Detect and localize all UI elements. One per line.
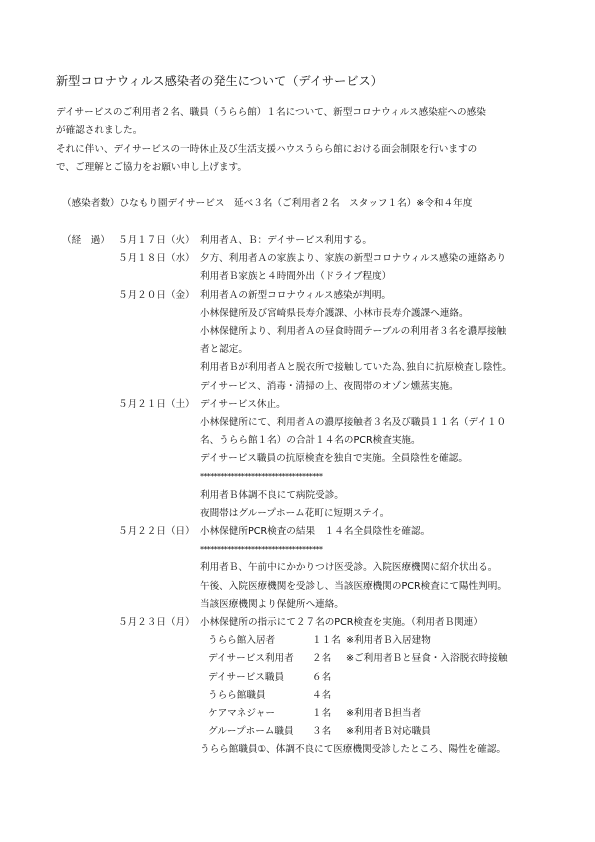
timeline-date: ５月２３日（月） — [118, 616, 195, 628]
timeline-text: 小林保健所及び宮崎県長寿介護課、小林市長寿介護課へ連絡。 — [200, 307, 469, 319]
timeline-text: 名、うらら館１名）の合計１４名のPCR検査実施。 — [200, 435, 421, 447]
timeline-line — [0, 287, 595, 305]
pcr-group: ケアマネジャー — [208, 707, 275, 719]
pcr-note: ※ご利用者Ｂと昼食・入浴脱衣時接触 — [346, 653, 508, 665]
pcr-count: ３名 — [312, 726, 332, 738]
timeline-text: デイサービス、消毒・清掃の上、夜間帯のオゾン燻蒸実施。 — [200, 380, 459, 392]
pcr-breakdown-row — [0, 632, 595, 650]
timeline-line — [0, 268, 595, 286]
document-title: 新型コロナウィルス感染者の発生について（デイサービス） — [56, 74, 383, 88]
intro-line: デイサービスのご利用者２名、職員（うらら館）１名について、新型コロナウィルス感染症への感染 — [56, 107, 486, 118]
timeline — [0, 232, 595, 759]
timeline-text: 利用者Ｂ体調不良にて病院受診。 — [200, 489, 344, 501]
timeline-text: 小林保健所にて、利用者Ａの濃厚接触者３名及び職員１１名（デイ１０ — [200, 416, 507, 428]
timeline-text: 当該医療機関より保健所へ連絡。 — [200, 598, 344, 610]
timeline-date: ５月２１日（土） — [118, 398, 195, 410]
timeline-line — [0, 414, 595, 432]
timeline-line — [0, 341, 595, 359]
timeline-text: 小林保健所より、利用者Ａの昼食時間テーブルの利用者３名を濃厚接触 — [200, 325, 507, 337]
timeline-text: 小林保健所の指示にて２７名のPCR検査を実施。（利用者Ｂ関連） — [200, 616, 483, 628]
pcr-note: ※利用者Ｂ入居建物 — [346, 635, 431, 647]
timeline-entry — [0, 614, 595, 760]
timeline-line — [0, 523, 595, 541]
timeline-text: 利用者Ｂ家族と４時間外出（ドライブ程度） — [200, 271, 392, 283]
timeline-entry — [0, 396, 595, 523]
timeline-text: デイサービス職員の抗原検査を独自で実施。全員陰性を確認。 — [200, 453, 468, 465]
pcr-group: デイサービス利用者 — [208, 653, 294, 665]
timeline-line — [0, 378, 595, 396]
timeline-line — [0, 559, 595, 577]
pcr-count: ６名 — [312, 671, 332, 683]
timeline-line — [0, 323, 595, 341]
timeline-text: 者と認定。 — [200, 344, 248, 356]
timeline-date: ５月１７日（火） — [118, 235, 195, 246]
timeline-line — [0, 578, 595, 596]
intro-line: それに伴い、デイサービスの一時休止及び生活支援ハウスうらら館における面会制限を行いますの — [56, 143, 478, 155]
timeline-entry — [0, 232, 595, 250]
timeline-text: うらら館職員①、体調不良にて医療機関受診したところ、陽性を確認。 — [200, 744, 507, 756]
pcr-breakdown-row — [0, 687, 595, 705]
pcr-count: ２名 — [312, 653, 332, 665]
timeline-date: ５月１８日（水） — [118, 253, 195, 265]
infection-count-summary: （感染者数）ひなもり園デイサービス 延べ３名（ご利用者２名 スタッフ１名）※令和４年度 — [62, 198, 473, 209]
pcr-group: グループホーム職員 — [208, 726, 294, 738]
timeline-text: 午後、入院医療機関を受診し、当該医療機関のPCR検査にて陽性判明。 — [200, 580, 507, 592]
timeline-line — [0, 614, 595, 632]
timeline-text: 夜間帯はグループホーム花町に短期ステイ。 — [200, 507, 390, 519]
keika-label: （経 過） — [62, 235, 110, 246]
timeline-line — [0, 232, 595, 250]
intro-line: が確認されました。 — [56, 125, 143, 137]
pcr-breakdown-row — [0, 669, 595, 687]
timeline-line — [0, 596, 595, 614]
timeline-text: 利用者Ａ、Ｂ：デイサービス利用する。 — [200, 235, 373, 246]
pcr-group: うらら館職員 — [208, 689, 266, 701]
timeline-entry — [0, 250, 595, 286]
timeline-text: 小林保健所PCR検査の結果 １４名全員陰性を確認。 — [200, 526, 431, 537]
pcr-breakdown-row — [0, 723, 595, 741]
timeline-line — [0, 541, 595, 559]
timeline-date: ５月２０日（金） — [118, 289, 195, 301]
timeline-text: デイサービス休止。 — [200, 398, 286, 410]
separator-line: ************************************ — [200, 545, 323, 555]
pcr-group: うらら館入居者 — [208, 635, 276, 647]
timeline-entry — [0, 287, 595, 396]
pcr-breakdown-row — [0, 705, 595, 723]
pcr-count: １名 — [312, 707, 332, 719]
pcr-note: ※利用者Ｂ担当者 — [346, 707, 422, 719]
timeline-text: 利用者Ａの新型コロナウィルス感染が判明。 — [200, 289, 392, 301]
pcr-count: ４名 — [312, 689, 332, 701]
timeline-line — [0, 505, 595, 523]
separator-line: ************************************ — [200, 472, 323, 482]
timeline-line — [0, 305, 595, 323]
pcr-note: ※利用者Ｂ対応職員 — [346, 726, 431, 738]
timeline-line — [0, 396, 595, 414]
timeline-line — [0, 487, 595, 505]
timeline-text: 利用者Ｂ、午前中にかかりつけ医受診。入院医療機関に紹介状出る。 — [200, 562, 498, 574]
pcr-count: １１名 — [312, 635, 341, 647]
timeline-text: 利用者Ｂが利用者Ａと脱衣所で接触していた為､独自に抗原検査し陰性。 — [200, 362, 512, 374]
timeline-line — [0, 468, 595, 486]
intro-line: で、ご理解とご協力をお願い申し上げます。 — [56, 162, 247, 174]
pcr-breakdown-row — [0, 650, 595, 668]
timeline-line — [0, 250, 595, 268]
intro-paragraph — [56, 104, 556, 178]
timeline-line — [0, 450, 595, 468]
timeline-line — [0, 359, 595, 377]
timeline-entry — [0, 523, 595, 614]
timeline-text: 夕方、利用者Ａの家族より、家族の新型コロナウィルス感染の連絡あり — [200, 253, 507, 265]
timeline-line — [0, 741, 595, 759]
timeline-line — [0, 432, 595, 450]
timeline-date: ５月２２日（日） — [118, 526, 195, 537]
pcr-group: デイサービス職員 — [208, 671, 285, 683]
